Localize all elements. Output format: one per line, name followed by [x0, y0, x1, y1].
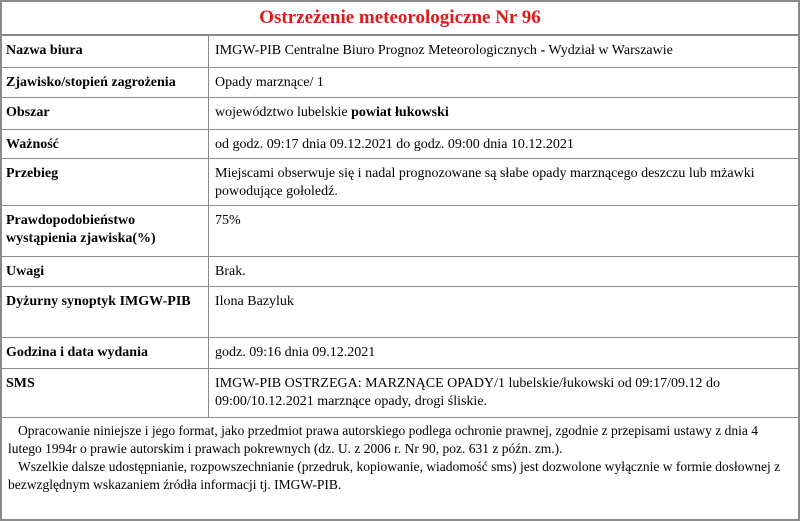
- row-value-phenomenon: Opady marznące/ 1: [209, 68, 798, 98]
- row-label-office: Nazwa biura: [2, 36, 209, 68]
- row-label-issued: Godzina i data wydania: [2, 338, 209, 369]
- row-label-area: Obszar: [2, 98, 209, 130]
- row-value-course: Miejscami obserwuje się i nadal prognozowane są słabe opady marznącego deszczu lub mżawki powodujące gołoledź.: [209, 159, 798, 206]
- office-name-dash: -: [540, 43, 546, 58]
- table-row-probability: [2, 206, 798, 257]
- page-title: Ostrzeżenie meteorologiczne Nr 96: [2, 2, 798, 36]
- office-name-part1: IMGW-PIB Centralne Biuro Prognoz Meteorologicznych: [215, 43, 541, 58]
- row-value-probability: 75%: [209, 206, 798, 257]
- table-row-phenomenon: [2, 68, 798, 98]
- copyright-notice: Opracowanie niniejsze i jego format, jako przedmiot prawa autorskiego podlega ochronie prawnej, zgodnie z przepisami ustawy z dnia 4 lutego 1994r o prawie autorskim i prawach pokrewnych (dz. U. z 2006 r. Nr 90, poz. 631 z późn. zm.).: [8, 423, 758, 456]
- row-label-sms: SMS: [2, 369, 209, 418]
- row-value-validity: od godz. 09:17 dnia 09.12.2021 do godz. 09:00 dnia 10.12.2021: [209, 130, 798, 159]
- table-row-sms: [2, 369, 798, 418]
- row-label-probability: Prawdopodobieństwo wystąpienia zjawiska(%): [2, 206, 209, 257]
- row-value-area: [209, 98, 798, 130]
- row-value-sms: IMGW-PIB OSTRZEGA: MARZNĄCE OPADY/1 lubelskie/łukowski od 09:17/09.12 do 09:00/10.12.2021 marznące opady, drogi śliskie.: [209, 369, 798, 418]
- office-name-part2: Wydział w Warszawie: [545, 43, 673, 58]
- row-label-course: Przebieg: [2, 159, 209, 206]
- table-row-remarks: [2, 257, 798, 287]
- area-county: powiat łukowski: [351, 105, 449, 120]
- row-label-forecaster: Dyżurny synoptyk IMGW-PIB: [2, 287, 209, 338]
- table-row-course: [2, 159, 798, 206]
- row-value-issued: godz. 09:16 dnia 09.12.2021: [209, 338, 798, 369]
- row-value-remarks: Brak.: [209, 257, 798, 287]
- footer-notice: [2, 418, 798, 494]
- table-row-area: [2, 98, 798, 130]
- row-label-remarks: Uwagi: [2, 257, 209, 287]
- row-label-validity: Ważność: [2, 130, 209, 159]
- table-row-forecaster: [2, 287, 798, 338]
- table-row-office: [2, 36, 798, 68]
- row-value-office: [209, 36, 798, 68]
- area-voivodeship: województwo lubelskie: [215, 105, 352, 120]
- table-row-validity: [2, 130, 798, 159]
- sharing-notice: Wszelkie dalsze udostępnianie, rozpowszechnianie (przedruk, kopiowanie, wiadomość sms) jest dozwolone wyłącznie w formie dosłownej z bezwzględnym wskazaniem źródła informacji tj. IMGW-PIB.: [8, 459, 781, 492]
- row-label-phenomenon: Zjawisko/stopień zagrożenia: [2, 68, 209, 98]
- row-value-forecaster: Ilona Bazyluk: [209, 287, 798, 338]
- table-row-issued: [2, 338, 798, 369]
- warning-table: [2, 36, 798, 418]
